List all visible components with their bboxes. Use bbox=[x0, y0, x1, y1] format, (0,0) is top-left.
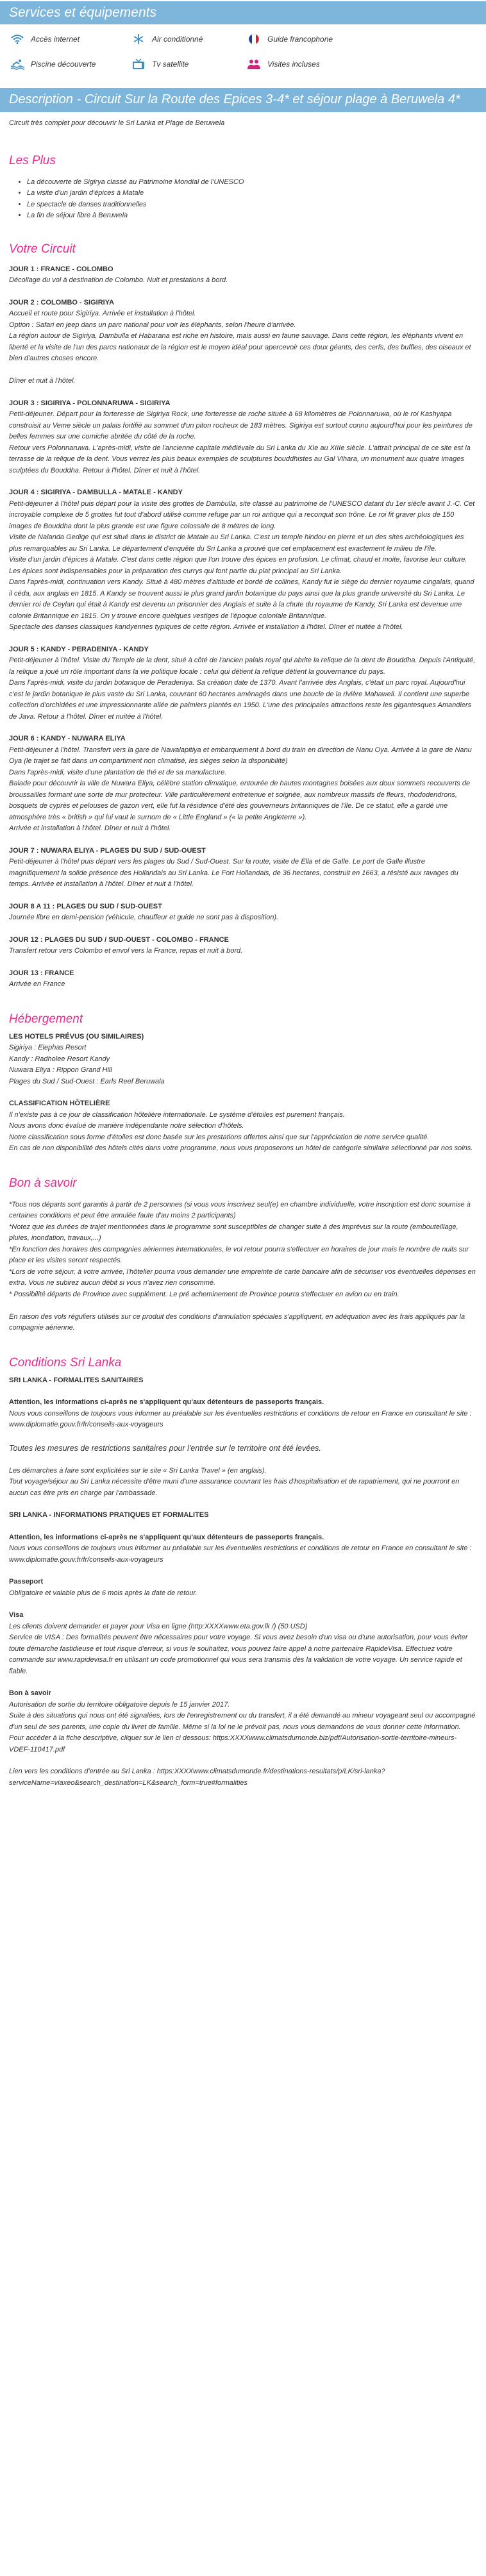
day-1 bbox=[9, 264, 477, 287]
description-intro: Circuit très complet pour découvrir le Sri Lanka et Plage de Beruwela bbox=[9, 119, 225, 127]
formalites-title: SRI LANKA - FORMALITES SANITAIRES bbox=[9, 1376, 144, 1384]
description-header: Description - Circuit Sur la Route des Epices 3-4* et séjour plage à Beruwela 4* bbox=[0, 88, 486, 112]
snowflake-icon bbox=[130, 33, 147, 46]
wifi-icon bbox=[9, 33, 26, 46]
day-title: JOUR 1 : FRANCE - COLOMBO bbox=[9, 265, 113, 273]
tv-icon bbox=[130, 58, 147, 71]
day-title: JOUR 5 : KANDY - PERADENIYA - KANDY bbox=[9, 645, 149, 653]
entry-conditions-link[interactable]: Lien vers les conditions d'entrée au Sri Lanka : https:XXXXwww.climatsdumonde.fr/destinations-resultats/p/LK/sri-lanka?serviceName=viaxeo&search_destination=LK&search_form=true#formalities bbox=[9, 1768, 385, 1787]
services-header: Services et équipements bbox=[0, 1, 486, 24]
day-6 bbox=[9, 733, 477, 835]
amenity-tv bbox=[130, 57, 246, 71]
conditions-heading: Conditions Sri Lanka bbox=[9, 1355, 122, 1369]
demarches-text: Les démarches à faire sont explicitées sur le site « Sri Lanka Travel » (en anglais). Tout voyage/séjour au Sri Lanka nécessite d'être muni d'une assurance couvrant les frais d'hospitalisation et de rapatriement, qui ne pourront en aucun cas être pris en charge par l'ambassade. bbox=[9, 1466, 460, 1497]
day-title: JOUR 7 : NUWARA ELIYA - PLAGES DU SUD / SUD-OUEST bbox=[9, 846, 206, 855]
hotels-title: LES HOTELS PRÉVUS (OU SIMILAIRES) bbox=[9, 1032, 144, 1041]
day-text: Petit-déjeuner à l'hôtel puis départ pour la visite des grottes de Dambulla, site classé au patrimoine de l'UNESCO datant du 1er siècle avant J.-C. Cet incroyable complexe de 5 grottes fut tout d'abord utilisé comme refuge par un roi antique qui a reconquit son trône. Le roi fit graver plus de 150 images de Bouddha dont la plus grande est une figure colossale de 8 mètres de long. Visite de Nalanda Gedige qui est situé dans le district de Matale au Sri Lanka. C'est un temple hindou en pierre et un des sites archéologiques les plus remarquables au Sri Lanka. Le département d'enquête du Sri Lanka a prouvé que cet emplacement est exactement le milieu de l'île. Visite d'un jardin d'épices à Matale. C'est dans cette région que l'on trouve des épices en profusion. Le climat, chaud et moite, favorise leur culture. Les épices sont indispensables pour la préparation des currys qui font partie du plat principal au Sri Lanka. Dans l'après-midi, continuation vers Kandy. Situé à 480 mètres d'altitude et bordé de collines, Kandy fut le siège du dernier royaume cingalais, quand il céda, aux anglais en 1815. A Kandy se trouvent aussi le plus grand jardin botanique du pays ainsi que la plus grande université du Sri Lanka. Le dernier roi de Ceylan qui était à Kandy est devenu un prisonnier des Anglais et suite à la chute du royaume de Kandy, Sri Lanka est devenue une colonie Britannique en 1815. On y trouve encore quelques vestiges de l'époque coloniale Britannique. Spectacle des danses classiques kandyennes typiques de cette région. Arrivée et installation à l'hôtel. Dîner et nuitée à l'hôtel. bbox=[9, 499, 475, 631]
restrictions-note: Toutes les mesures de restrictions sanitaires pour l'entrée sur le territoire ont été levées. bbox=[9, 1443, 321, 1453]
day-title: JOUR 8 A 11 : PLAGES DU SUD / SUD-OUEST bbox=[9, 902, 162, 910]
amenity-ac bbox=[130, 32, 246, 46]
day-title: JOUR 3 : SIGIRIYA - POLONNARUWA - SIGIRIYA bbox=[9, 399, 171, 407]
day-13 bbox=[9, 968, 477, 991]
pratiques-text: Nous vous conseillons de toujours vous informer au préalable sur les éventuelles restrictions et conditions de retour en France en consultant le site : www.diplomatie.gouv.fr/fr/conseils-aux-voyageurs bbox=[9, 1544, 472, 1564]
day-title: JOUR 6 : KANDY - NUWARA ELIYA bbox=[9, 735, 126, 742]
amenity-label: Air conditionné bbox=[152, 35, 203, 44]
day-title: JOUR 12 : PLAGES DU SUD / SUD-OUEST - COLOMBO - FRANCE bbox=[9, 935, 229, 944]
day-text: Petit-déjeuner à l'hôtel puis départ vers les plages du Sud / Sud-Ouest. Sur la route, visite de Ella et de Galle. Le port de Galle illustre magnifiquement la solide présence des Hollandais au Sri Lanka. Le Fort Hollandais, de 36 hectares, construit en 1663, a résisté aux ravages du temps. Arrivée et installation à l'hôtel. Dîner et nuit à l'hôtel. bbox=[9, 858, 458, 888]
day-5 bbox=[9, 644, 477, 723]
day-text: Petit-déjeuner. Départ pour la forteresse de Sigiriya Rock, une forteresse de roche située à 68 kilomètres de Polonnaruwa, où le roi Kashyapa construisit au Veme siècle un palais fortifié au sommet d'un piton rocheux de 183 mètres. Sigiriya est surtout connu aujourd'hui pour les peintures de belles femmes sur une corniche abritée du côté de la roche. Retour vers Polonnaruwa. L'après-midi, visite de l'ancienne capitale médiévale du Sri Lanka du XIe au XIIIe siècle. L'attrait principal de ce site est la terrasse de la relique de la dent. Vous verrez les plus beaux exemples de sculptures bouddhistes au Gal Vihara, un monument aux quatre images sculptées du Bouddha. Retour à l'hôtel. Dîner et nuit à l'hôtel. bbox=[9, 410, 473, 474]
day-text: Petit-déjeuner à l'hôtel. Visite du Temple de la dent, situé à côté de l'ancien palais royal qui abrite la relique de la dent de Bouddha. Depuis l'Antiquité, la relique a joué un rôle important dans la vie politique locale : celui qui détient la relique détient la gouvernance du pays. Dans l'après-midi, visite du jardin botanique de Peradeniya. Sa création date de 1370. Avant l'arrivée des Anglais, c'était un parc royal. Aujourd'hui c'est le jardin botanique le plus vaste du Sri Lanka, couvrant 60 hectares aménagés dans une boucle de la rivière Mahaweli. Il contient une superbe collection d'orchidées et une impressionnante allée de palmiers plantés en 1950. L'une des principales attractions reste les gigantesques Amandiers de Java. Retour à l'hôtel. Dîner et nuitée à l'hôtel. bbox=[9, 657, 476, 721]
day-12 bbox=[9, 935, 477, 957]
content bbox=[0, 118, 486, 1789]
day-text: Journée libre en demi-pension (véhicule, chauffeur et guide ne sont pas à disposition). bbox=[9, 914, 279, 921]
amenity-label: Accès internet bbox=[31, 35, 80, 44]
day-2 bbox=[9, 297, 477, 387]
day-text: Petit-déjeuner à l'hôtel. Transfert vers la gare de Nawalapitiya et embarquement à bord du train en direction de Nanu Oya. Arrivée à la gare de Nanu Oya (le trajet se fait dans un compartiment non climatisé, les sièges selon la disponibilité) Dans l'après-midi, visite d'une plantation de thé et de sa manufacture. Balade pour découvrir la ville de Nuwara Eliya, célèbre station climatique, entourée de hautes montagnes boisées aux doux sommets recouverts de broussailles formant une sorte de mur protecteur. Ville particulièrement entretenue et soignée, aux nombreux massifs de fleurs, rhododendrons, bosquets de cyprès et pelouses de gazon vert, elle fut la résidence d'été des gouverneurs britanniques de l'île. De ce statut, elle a gardé une atmosphère très « british » qui lui vaut le surnom de « Little England » (« la petite Angleterre »). Arrivée et installation à l'hôtel. Dîner et nuit à l'hôtel. bbox=[9, 746, 472, 832]
day-title: JOUR 4 : SIGIRIYA - DAMBULLA - MATALE - KANDY bbox=[9, 489, 183, 496]
attention-note: Attention, les informations ci-après ne s'appliquent qu'aux détenteurs de passeports français. bbox=[9, 1398, 324, 1406]
amenity-internet bbox=[9, 32, 130, 46]
pratiques-title: SRI LANKA - INFORMATIONS PRATIQUES ET FORMALITES bbox=[9, 1511, 209, 1519]
circuit-heading: Votre Circuit bbox=[9, 242, 76, 256]
bon-a-savoir-heading: Bon à savoir bbox=[9, 1176, 77, 1190]
list-item: • La visite d'un jardin d'épices à Matale bbox=[27, 188, 477, 199]
plus-heading: Les Plus bbox=[9, 153, 56, 167]
plus-list bbox=[9, 177, 477, 222]
hotels-list: Sigiriya : Elephas Resort Kandy : Radholee Resort Kandy Nuwara Eliya : Rippon Grand Hill Plages du Sud / Sud-Ouest : Earls Reef Beruwala bbox=[9, 1044, 165, 1085]
day-text: Arrivée en France bbox=[9, 980, 65, 988]
day-text: Accueil et route pour Sigiriya. Arrivée et installation à l'hôtel. Option : Safari en jeep dans un parc national pour voir les éléphants, selon l'heure d'arrivée. La région autour de Sigiriya, Dambulla et Habarana est riche en histoire, mais aussi en faune sauvage. Dans cette région, les éléphants vivent en liberté et la visite de l'un des parcs nationaux de la région est le moyen idéal pour apercevoir ces doux géants, des cerfs, des buffles, des oiseaux et bien d'autres choses encore. Dîner et nuit à l'hôtel. bbox=[9, 310, 471, 385]
day-title: JOUR 13 : FRANCE bbox=[9, 969, 74, 977]
amenity-label: Tv satellite bbox=[152, 60, 189, 69]
bon-title: Bon à savoir bbox=[9, 1689, 52, 1697]
french-flag-icon bbox=[246, 33, 262, 46]
classification-title: CLASSIFICATION HÔTELIÈRE bbox=[9, 1100, 110, 1107]
classification-text: Il n'existe pas à ce jour de classification hôtelière internationale. Le système d'étoiles est purement français. Nous avons donc évalué de manière indépendante notre sélection d'hôtels. Notre classification sous forme d'étoiles est donc basée sur les prestations offertes ainsi que sur l'appréciation de notre service qualité. En cas de non disponibilité des hôtels cités dans votre programme, nous vous proposerons un hôtel de catégorie similaire sélectionné par nos soins. bbox=[9, 1110, 473, 1152]
pool-icon bbox=[9, 58, 26, 71]
amenity-label: Guide francophone bbox=[267, 35, 333, 44]
day-text: Décollage du vol à destination de Colombo. Nuit et prestations à bord. bbox=[9, 276, 228, 284]
people-icon bbox=[246, 58, 262, 71]
amenity-label: Piscine découverte bbox=[31, 60, 96, 69]
day-title: JOUR 2 : COLOMBO - SIGIRIYA bbox=[9, 298, 115, 306]
visa-title: Visa bbox=[9, 1611, 24, 1619]
bon-a-savoir-text: *Tous nos départs sont garantis à partir de 2 personnes (si vous vous inscrivez seul(e) en chambre individuelle, votre inscription est donc soumise à certaines conditions et peut être annulée faute d'au moins 2 participants) *Notez que les durées de trajet mentionnées dans le programme sont susceptibles de changer suite à des imprévus sur la route (embouteillage, pluies, inondation, travaux,...) *En fonction des horaires des compagnies aériennes internationales, le vol retour pourra s'effectuer en horaires de jour mais le nombre de nuits sur place et les visites seront respectés. *Lors de votre séjour, à votre arrivée, l'hôtelier pourra vous demander une empreinte de carte bancaire afin de sécuriser vos éventuelles dépenses en extra. Vous ne subirez aucun débit si vous n'avez rien consommé. * Possibilité départs de Province avec supplément. Le pré acheminement de Province pourra s'effectuer en avion ou en train. En raison des vols réguliers utilisés sur ce produit des conditions d'annulation spéciales s'appliquent, en adéquation avec les frais appliqués par la compagnie aérienne. bbox=[9, 1200, 476, 1332]
day-7 bbox=[9, 846, 477, 891]
hebergement-heading: Hébergement bbox=[9, 1012, 83, 1026]
visa-text: Les clients doivent demander et payer pour Visa en ligne (http:XXXXwww.eta.gov.lk /) (50 USD) Service de VISA : Des formalités peuvent être nécessaires pour votre voyage. Si vous avez besoin d'un visa ou d'une autorisation, pour vous éviter toute démarche fastidieuse et tout risque d'erreur, si vous le souhaitez, vous pouvez faire appel à notre partenaire RapideVisa. Effectuez votre commande sur www.rapidevisa.fr en utilisant un code promotionnel qui vous sera transmis dès la validation de votre voyage. Un service rapide et fiable. bbox=[9, 1622, 468, 1675]
list-item: • Le spectacle de danses traditionnelles bbox=[27, 199, 477, 211]
attention-note: Attention, les informations ci-après ne s'appliquent qu'aux détenteurs de passeports français. bbox=[9, 1533, 324, 1541]
day-3 bbox=[9, 398, 477, 477]
amenities-grid bbox=[0, 24, 486, 71]
amenity-guide bbox=[246, 32, 361, 46]
list-item: • La fin de séjour libre à Beruwela bbox=[27, 210, 477, 222]
passeport-text: Obligatoire et valable plus de 6 mois après la date de retour. bbox=[9, 1589, 197, 1597]
circuit-days bbox=[9, 264, 477, 991]
day-text: Transfert retour vers Colombo et envol vers la France, repas et nuit à bord. bbox=[9, 947, 243, 955]
day-4 bbox=[9, 487, 477, 633]
amenity-pool bbox=[9, 57, 130, 71]
list-item: • La découverte de Sigirya classé au Patrimoine Mondial de l'UNESCO bbox=[27, 177, 477, 188]
amenity-label: Visites incluses bbox=[267, 60, 320, 69]
passeport-title: Passeport bbox=[9, 1578, 44, 1585]
formalites-text: Nous vous conseillons de toujours vous informer au préalable sur les éventuelles restrictions et conditions de retour en France en consultant le site : www.diplomatie.gouv.fr/fr/conseils-aux-voyageurs bbox=[9, 1409, 472, 1428]
amenity-visits bbox=[246, 57, 361, 71]
bon-text: Autorisation de sortie du territoire obligatoire depuis le 15 janvier 2017. Suite à des situations qui nous ont été signalées, lors de l'enregistrement ou du transfert, il a été demandé au mineur voyageant seul ou accompagné d'un seul de ses parents, une copie du livret de famille. Même si la loi ne le prévoit pas, nous vous demandons de vous donner cette information. Pour accéder à la fiche descriptive, cliquer sur le lien ci dessous: https:XXXXwww.climatsdumonde.biz/pdf/Autorisation-sortie-territoire-mineurs-VDEF-110417.pdf bbox=[9, 1700, 476, 1753]
day-8-11 bbox=[9, 901, 477, 924]
